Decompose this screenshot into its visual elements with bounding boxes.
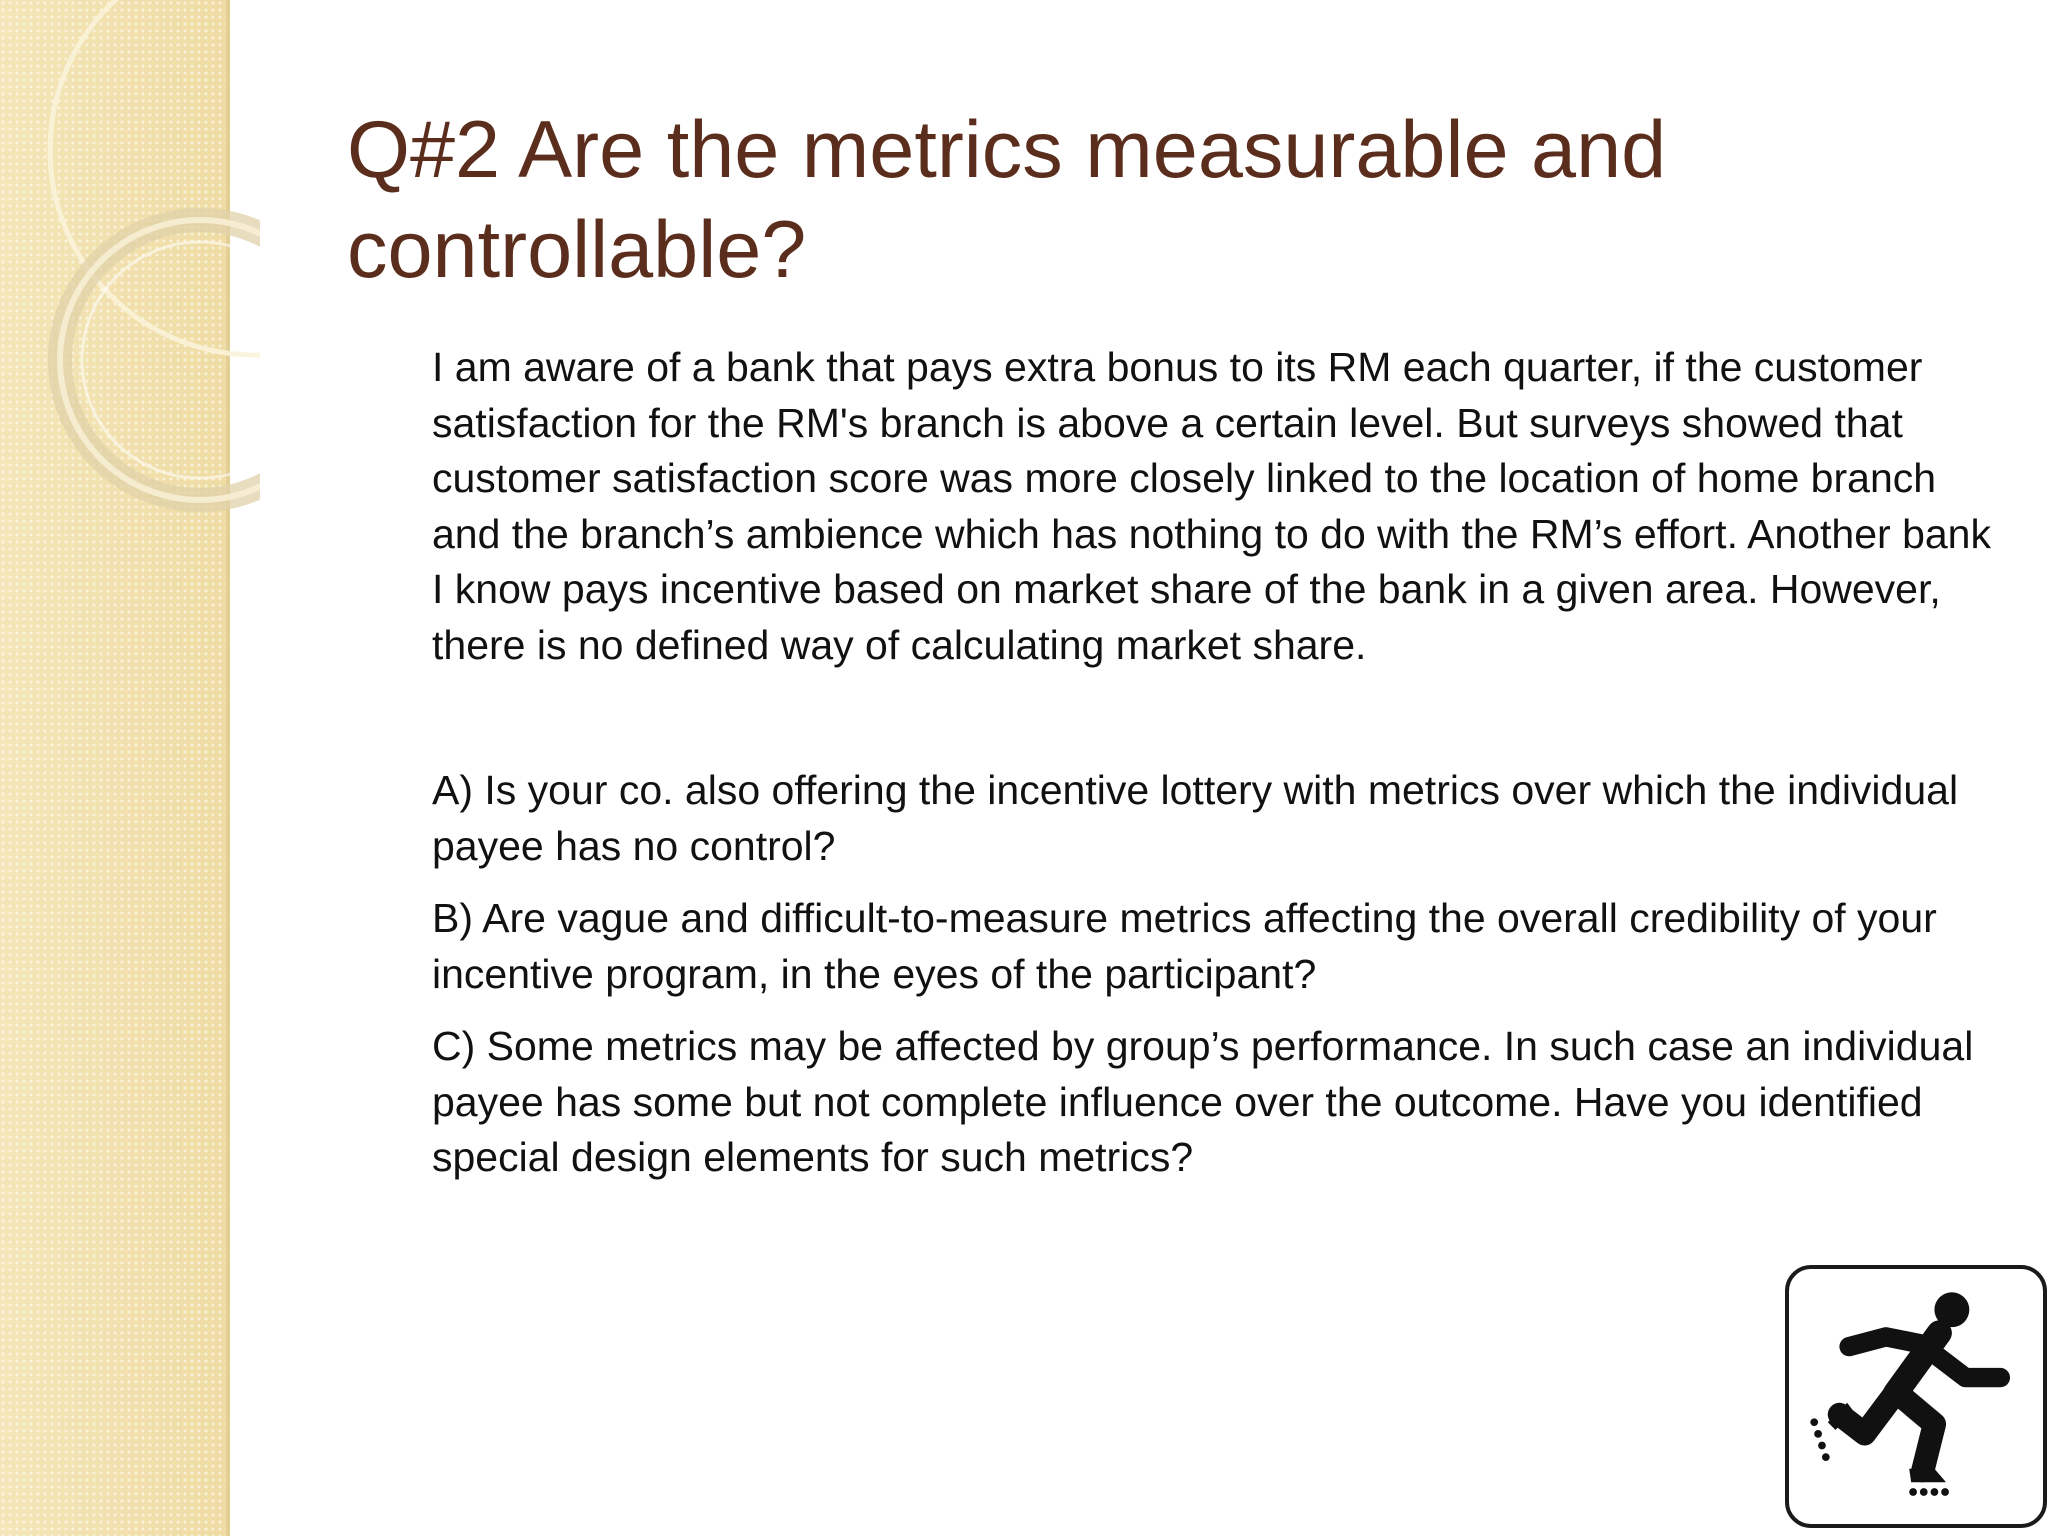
inline-skater-icon	[1785, 1265, 2047, 1528]
slide-body	[432, 340, 2012, 1203]
slide-title: Q#2 Are the metrics measurable and controllable?	[347, 105, 1667, 295]
question-a: A) Is your co. also offering the incentive lottery with metrics over which the individual payee has no control?	[432, 767, 1959, 869]
question-b: B) Are vague and difficult-to-measure metrics affecting the overall credibility of your incentive program, in the eyes of the participant?	[432, 895, 1937, 997]
question-c: C) Some metrics may be affected by group’s performance. In such case an individual payee has some but not complete influence over the outcome. Have you identified special design elements for such metrics?	[432, 1023, 1974, 1180]
circle-rings-decoration	[0, 0, 260, 520]
intro-paragraph: I am aware of a bank that pays extra bonus to its RM each quarter, if the customer satisfaction for the RM's branch is above a certain level. But surveys showed that customer satisfaction score was more closely linked to the location of home branch and the branch’s ambience which has nothing to do with the RM’s effort. Another bank I know pays incentive based on market share of the bank in a given area. However, there is no defined way of calculating market share.	[432, 344, 1991, 668]
